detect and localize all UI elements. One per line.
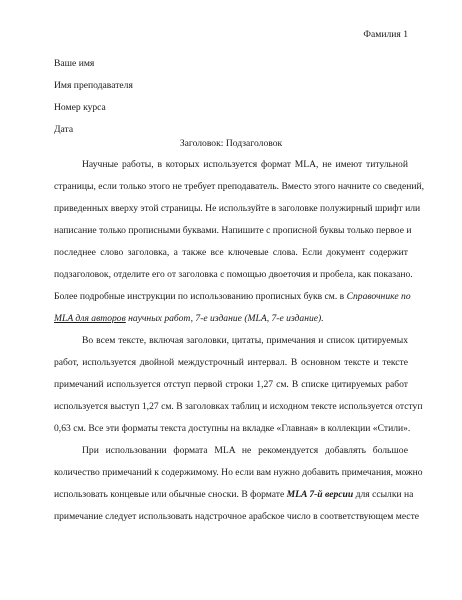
running-head: Фамилия 1 [363,29,408,40]
date: Дата [54,124,74,135]
paragraph-1-line-1: Научные работы, в которых используется формат MLA, не имеют титульной [82,159,408,170]
paragraph-2-line-4: используется выступ 1,27 см. В заголовках таблиц и исходном тексте используется отступ [54,401,423,412]
paragraph-1-line-8 [54,313,324,324]
paragraph-2-line-3: примечаний используется отступ первой строки 1,27 см. В списке цитируемых работ [54,379,408,390]
mla-version-reference: MLA 7-й версии [286,489,354,500]
paragraph-1-line-2: страницы, если только этого не требует преподаватель. Вместо этого начните со сведений, [54,181,425,192]
paragraph-3-line-1: При использовании формата MLA не рекомендуется добавлять большое [82,445,408,456]
student-name: Ваше имя [54,58,95,69]
paragraph-1-line-6: подзаголовок, отделите его от заголовка с помощью двоеточия и пробела, как показано. [54,269,413,280]
paragraph-3-line-3 [54,489,414,500]
paragraph-1-line-5: последнее слово заголовка, а также все ключевые слова. Если документ содержит [54,247,408,258]
paragraph-2-line-1: Во всем тексте, включая заголовки, цитаты, примечания и список цитируемых [82,335,408,346]
paragraph-2-line-5: 0,63 см. Все эти форматы текста доступны на вкладке «Главная» в коллекции «Стили». [54,423,411,434]
course-number: Номер курса [54,102,106,113]
paragraph-3-line-4: примечание следует использовать надстрочное арабское число в соответствующем месте [54,511,420,522]
paragraph-1-line-7-text: Более подробные инструкции по использованию прописных букв см. в [54,291,347,302]
paragraph-3-line-3-text: использовать концевые или обычные сноски. В формате [54,489,287,500]
paragraph-1-line-3: приведенных вверху этой страницы. Не используйте в заголовке полужирный шрифт или [54,203,421,214]
paragraph-1-line-4: написание только прописными буквами. Напишите с прописной буквы только первое и [54,225,412,236]
paper-title: Заголовок: Подзаголовок [179,138,283,149]
instructor-name: Имя преподавателя [54,80,133,91]
paragraph-1-line-7 [54,291,411,302]
style-guide-reference-underlined: MLA для авторов [54,313,126,324]
style-guide-reference-rest: научных работ, 7-е издание (MLA, 7-е издание). [125,313,324,324]
paragraph-3-line-2: количество примечаний к содержимому. Но если вам нужно добавить примечания, можно [54,467,423,478]
paragraph-3-line-3-rest: для ссылки на [353,489,414,500]
paragraph-2-line-2: работ, используется двойной междустрочный интервал. В основном тексте и тексте [54,357,408,368]
style-guide-reference: Справочнике по [346,291,411,302]
